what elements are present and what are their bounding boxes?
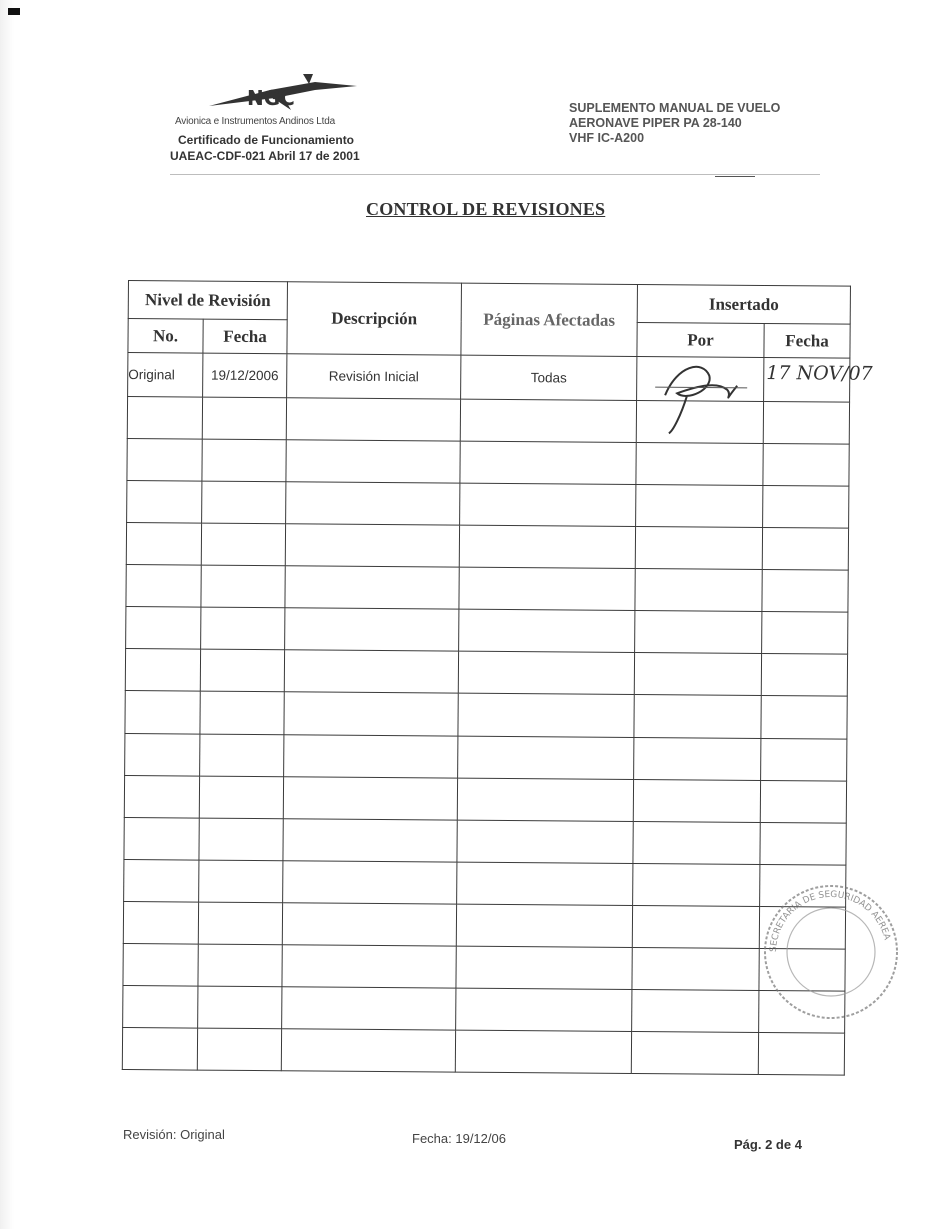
header-descripcion: Descripción: [287, 282, 462, 355]
table-row: [127, 481, 849, 529]
supplement-header: [569, 101, 780, 146]
table-row: [124, 775, 846, 823]
page-title: CONTROL DE REVISIONES: [366, 199, 606, 219]
table-row: [124, 817, 846, 865]
scan-edge-shadow: [0, 0, 14, 1229]
header-fecha-insertado: Fecha: [764, 324, 850, 359]
table-row: [125, 649, 847, 697]
stamp-text: SECRETARIA DE SEGURIDAD AEREA: [768, 889, 892, 953]
cell-por: [637, 357, 764, 402]
cell-no: Original: [128, 353, 203, 398]
supplement-line-2: AERONAVE PIPER PA 28-140: [569, 116, 742, 130]
header-paginas-afectadas: Páginas Afectadas: [461, 283, 638, 356]
cell-descripcion: Revisión Inicial: [287, 354, 461, 399]
ngc-airplane-logo: [195, 68, 365, 114]
table-row: [123, 943, 845, 991]
table-row: [123, 985, 845, 1033]
table-row: [122, 1027, 844, 1075]
revision-control-table: [122, 280, 873, 1076]
footer-fecha: Fecha: 19/12/06: [412, 1131, 506, 1146]
cell-paginas: Todas: [461, 355, 637, 400]
table-row: [128, 353, 850, 403]
table-row: [126, 565, 848, 613]
header-insertado: Insertado: [637, 285, 850, 325]
supplement-line-1: SUPLEMENTO MANUAL DE VUELO: [569, 101, 781, 115]
header-divider-accent: [715, 176, 755, 177]
header-divider: [170, 174, 820, 175]
handwritten-date: 17 NOV/07: [766, 362, 873, 385]
table-row: [125, 733, 847, 781]
header-no: No.: [128, 319, 203, 354]
header-nivel-revision: Nivel de Revisión: [128, 281, 287, 320]
table-row: [126, 607, 848, 655]
table-row: [126, 523, 848, 571]
table-row: [127, 439, 849, 487]
logo-text: NGC: [247, 86, 295, 110]
certificate-number: UAEAC-CDF-021 Abril 17 de 2001: [170, 149, 360, 163]
footer-page-number: Pág. 2 de 4: [734, 1137, 802, 1152]
table-row: [124, 859, 846, 907]
cell-fecha: 19/12/2006: [203, 353, 287, 398]
handwritten-signature: [647, 345, 758, 436]
header-por: Por: [637, 323, 764, 358]
supplement-line-3: VHF IC-A200: [569, 131, 645, 145]
table-header-row: [128, 281, 850, 325]
company-name: Avionica e Instrumentos Andinos Ltda: [175, 116, 335, 127]
footer-revision: Revisión: Original: [123, 1127, 225, 1142]
cell-fecha-insertado: [764, 358, 873, 403]
table-row: [125, 691, 847, 739]
certificate-label: Certificado de Funcionamiento: [178, 133, 355, 147]
header-fecha: Fecha: [203, 319, 287, 354]
official-stamp-seal: [756, 877, 906, 1027]
scan-corner-mark: [8, 8, 20, 15]
table-row: [123, 901, 845, 949]
